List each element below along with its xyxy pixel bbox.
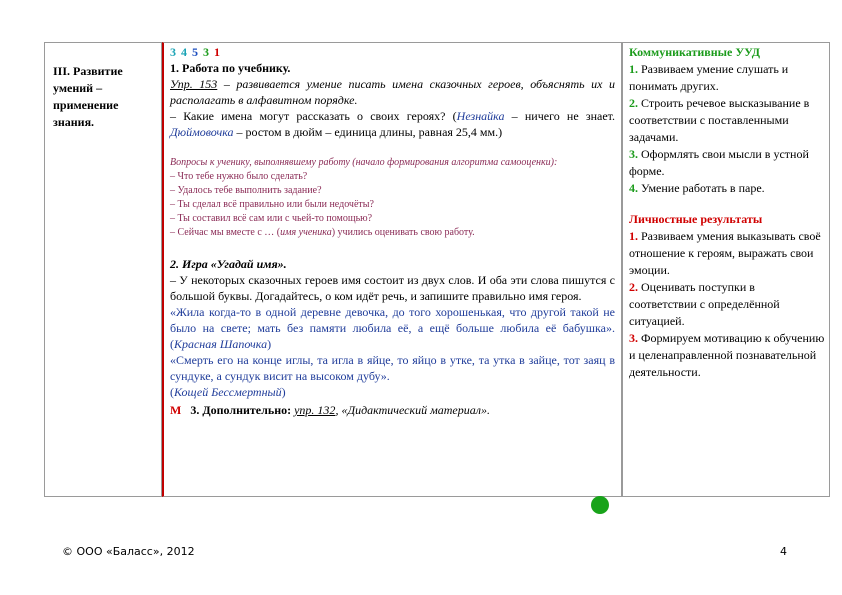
self-check-q5 bbox=[170, 226, 615, 240]
item-number: 2. bbox=[629, 96, 638, 110]
number-1: 3 bbox=[170, 45, 177, 59]
number-5: 1 bbox=[214, 45, 221, 59]
task1-exercise bbox=[170, 76, 615, 108]
page-number: 4 bbox=[780, 545, 787, 558]
personal-item-2 bbox=[629, 279, 825, 330]
content-cell bbox=[162, 42, 622, 497]
riddle-answer: Кощей Бессмертный bbox=[174, 385, 282, 399]
item-text: Развиваем умения выказывать своё отношение к героям, выражать свои эмоции. bbox=[629, 229, 821, 277]
self-check-block bbox=[170, 156, 615, 240]
self-check-q1: – Что тебе нужно было сделать? bbox=[170, 171, 308, 182]
item-number: 3. bbox=[629, 147, 638, 161]
item-text: Оценивать поступки в соответствии с определённой ситуацией. bbox=[629, 280, 780, 328]
paren: ) bbox=[281, 385, 286, 399]
item-text: Строить речевое высказывание в соответствии с поставленными задачами. bbox=[629, 96, 810, 144]
self-check-q3: – Ты сделал всё правильно или были недочёты? bbox=[170, 199, 374, 210]
riddle-2: «Смерть его на конце иглы, та игла в яйце, то яйцо в утке, та утка в зайце, тот заяц в сундуке, а сундук висит на высоком дубу». bbox=[170, 353, 615, 383]
q5-part: ) учились оценивать свою работу. bbox=[331, 227, 475, 238]
task3-ref: упр. 132 bbox=[294, 403, 336, 417]
item-number: 3. bbox=[629, 331, 638, 345]
self-check-q4: – Ты составил всё сам или с чьей-то помощью? bbox=[170, 213, 373, 224]
uud-cell bbox=[622, 42, 830, 497]
stage-title: III. Развитие умений – применение знания. bbox=[53, 64, 123, 129]
riddle-text: «Жила когда-то в одной деревне девочка, до того хорошенькая, что другой такой не было на свете; мать без памяти любила её, а ещё больше любила её бабушка». ( bbox=[170, 305, 615, 351]
comm-item-1 bbox=[629, 61, 825, 95]
item-number: 1. bbox=[629, 229, 638, 243]
question-part: – ростом в дюйм – единица длины, равная 25,4 мм.) bbox=[233, 125, 503, 139]
question-part: – ничего не знает. bbox=[504, 109, 616, 123]
item-number: 2. bbox=[629, 280, 638, 294]
q5-name: имя ученика bbox=[280, 227, 332, 238]
personal-item-1 bbox=[629, 228, 825, 279]
comm-item-2 bbox=[629, 95, 825, 146]
riddle-1 bbox=[170, 304, 615, 352]
comm-item-4 bbox=[629, 180, 825, 197]
task3-line bbox=[170, 402, 615, 418]
number-3: 5 bbox=[192, 45, 199, 59]
item-text: Умение работать в паре. bbox=[638, 181, 765, 195]
personal-item-3 bbox=[629, 330, 825, 381]
hero-name-1: Незнайка bbox=[456, 109, 505, 123]
riddle-answer: Красная Шапочка bbox=[174, 337, 268, 351]
stage-cell bbox=[44, 42, 162, 497]
self-check-q2: – Удалось тебе выполнить задание? bbox=[170, 185, 322, 196]
task2-intro: – У некоторых сказочных героев имя состоит из двух слов. И оба эти слова пишутся с большой буквы. Догадайтесь, о ком идёт речь, и запишите правильно имя героя. bbox=[170, 273, 615, 303]
item-text: Оформлять свои мысли в устной форме. bbox=[629, 147, 809, 178]
item-number: 1. bbox=[629, 62, 638, 76]
green-dot-marker bbox=[591, 496, 609, 514]
task3-heading: 3. Дополнительно: bbox=[190, 403, 295, 417]
exercise-desc: – развивается умение писать имена сказочных героев, объяснять их и располагать в алфавитном порядке. bbox=[170, 77, 615, 107]
paren: ( bbox=[170, 385, 174, 399]
item-number: 4. bbox=[629, 181, 638, 195]
self-check-intro: Вопросы к ученику, выполнявшему работу (начало формирования алгоритма самооценки): bbox=[170, 157, 558, 168]
task1-heading: 1. Работа по учебнику. bbox=[170, 61, 291, 75]
task2-heading: 2. Игра «Угадай имя». bbox=[170, 257, 287, 271]
marker-m: М bbox=[170, 403, 182, 417]
task1-question bbox=[170, 108, 615, 140]
riddle-text: ) bbox=[267, 337, 272, 351]
task3-ref-rest: , «Дидактический материал». bbox=[335, 403, 490, 417]
riddle-2-answer bbox=[170, 384, 615, 400]
item-text: Развиваем умение слушать и понимать других. bbox=[629, 62, 789, 93]
question-part: – Какие имена могут рассказать о своих героях? ( bbox=[170, 109, 457, 123]
q5-part: – Сейчас мы вместе с … ( bbox=[170, 227, 281, 238]
exercise-ref: Упр. 153 bbox=[170, 77, 218, 91]
personal-heading: Личностные результаты bbox=[629, 212, 763, 226]
hero-name-2: Дюймовочка bbox=[170, 125, 234, 139]
number-2: 4 bbox=[181, 45, 188, 59]
lesson-table bbox=[44, 42, 830, 497]
footer-copyright: © ООО «Баласс», 2012 bbox=[62, 545, 195, 558]
number-4: 3 bbox=[203, 45, 210, 59]
exercise-numbers bbox=[170, 44, 615, 60]
comm-heading: Коммуникативные УУД bbox=[629, 45, 761, 59]
comm-item-3 bbox=[629, 146, 825, 180]
item-text: Формируем мотивацию к обучению и целенаправленной познавательной деятельности. bbox=[629, 331, 825, 379]
